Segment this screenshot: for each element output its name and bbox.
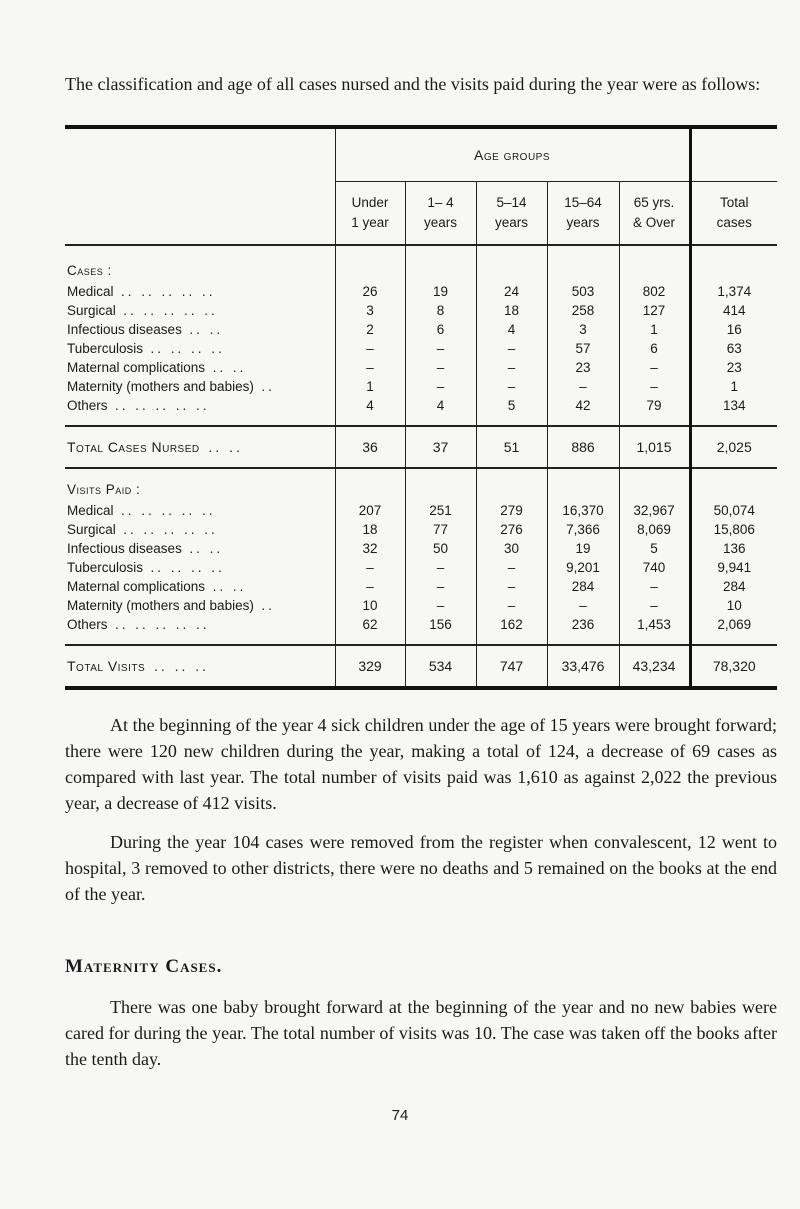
value-cell: 4 [335,396,405,415]
value-cell: 886 [547,426,619,468]
table-row [65,615,777,634]
value-cell: – [476,558,547,577]
leader-dots: .. [261,379,275,394]
value-cell: 1 [619,320,690,339]
column-header: 5–14 years [476,182,547,246]
table-row [65,301,777,320]
paragraph-removals: During the year 104 cases were removed from the register when convalescent, 12 went to hospital, 3 removed to other districts, there were no deaths and 5 remained on the books at the end of the year. [65,832,777,904]
leader-dots: .. [261,598,275,613]
row-label: Others [67,617,108,632]
leader-dots: .. .. .. .. .. [123,303,218,318]
value-cell: – [335,577,405,596]
value-cell: – [335,358,405,377]
table-row [65,426,777,468]
leader-dots: .. .. .. .. [150,341,225,356]
row-label: Maternity (mothers and babies) [67,598,254,613]
value-cell: 57 [547,339,619,358]
leader-dots: .. .. .. .. .. [121,284,216,299]
value-cell: 8,069 [619,520,690,539]
value-cell: – [476,339,547,358]
intro-paragraph: The classification and age of all cases nursed and the visits paid during the year were as follows: [65,74,761,94]
leader-dots: .. .. [212,360,247,375]
total-cell: 136 [690,539,777,558]
statistics-table [65,125,777,690]
row-label: Total Visits [67,658,146,674]
value-cell: 207 [335,501,405,520]
value-cell: 4 [476,320,547,339]
table-row [65,320,777,339]
value-cell: – [405,558,476,577]
row-label: Infectious diseases [67,541,182,556]
value-cell: 251 [405,501,476,520]
value-cell: 24 [476,282,547,301]
value-cell: 3 [335,301,405,320]
value-cell: 236 [547,615,619,634]
total-cell: 78,320 [690,645,777,688]
cases-section-heading: Cases : [67,263,112,278]
value-cell: 5 [476,396,547,415]
total-column-header: Total cases [690,182,777,246]
table-row [65,396,777,415]
value-cell: 802 [619,282,690,301]
row-label: Surgical [67,303,116,318]
value-cell: – [335,339,405,358]
total-cell: 9,941 [690,558,777,577]
value-cell: 156 [405,615,476,634]
table-row [65,358,777,377]
total-cell: 414 [690,301,777,320]
value-cell: 2 [335,320,405,339]
column-header: 15–64 years [547,182,619,246]
value-cell: 1 [335,377,405,396]
age-groups-header: Age groups [335,129,690,182]
value-cell: – [405,339,476,358]
value-cell: 32 [335,539,405,558]
value-cell: – [476,596,547,615]
value-cell: 37 [405,426,476,468]
visits-section-heading: Visits Paid : [67,482,141,497]
column-header: 65 yrs. & Over [619,182,690,246]
total-cell: 134 [690,396,777,415]
value-cell: 4 [405,396,476,415]
total-cell: 10 [690,596,777,615]
value-cell: – [405,377,476,396]
column-header: Under 1 year [335,182,405,246]
value-cell: 276 [476,520,547,539]
leader-dots: .. .. .. [153,658,210,674]
value-cell: 51 [476,426,547,468]
value-cell: 127 [619,301,690,320]
table-row [65,339,777,358]
total-cell: 16 [690,320,777,339]
value-cell: 10 [335,596,405,615]
value-cell: – [547,596,619,615]
value-cell: 43,234 [619,645,690,688]
leader-dots: .. .. .. .. .. [123,522,218,537]
value-cell: – [476,577,547,596]
leader-dots: .. .. .. .. .. [115,398,210,413]
table-row [65,377,777,396]
row-label: Tuberculosis [67,560,144,575]
value-cell: 534 [405,645,476,688]
value-cell: 7,366 [547,520,619,539]
value-cell: 50 [405,539,476,558]
row-label: Total Cases Nursed [67,439,200,455]
total-cell: 2,025 [690,426,777,468]
row-label: Maternity (mothers and babies) [67,379,254,394]
value-cell: – [619,358,690,377]
leader-dots: .. .. [212,579,247,594]
value-cell: 279 [476,501,547,520]
value-cell: – [547,377,619,396]
paragraph-children-summary: At the beginning of the year 4 sick children under the age of 15 years were brought forward; there were 120 new children during the year, making a total of 124, a decrease of 69 cases as compared with last year. The total number of visits paid was 1,610 as against 2,022 the previous year, a decrease of 412 visits. [65,715,777,813]
total-cell: 1,374 [690,282,777,301]
maternity-cases-heading: Maternity Cases. [65,956,223,977]
value-cell: 740 [619,558,690,577]
value-cell: 33,476 [547,645,619,688]
table-row [65,520,777,539]
table-row [65,539,777,558]
row-label: Medical [67,503,114,518]
table-row [65,645,777,688]
row-label: Medical [67,284,114,299]
value-cell: – [619,596,690,615]
value-cell: 19 [405,282,476,301]
value-cell: 6 [619,339,690,358]
value-cell: 5 [619,539,690,558]
value-cell: 36 [335,426,405,468]
value-cell: 16,370 [547,501,619,520]
leader-dots: .. .. .. .. .. [115,617,210,632]
value-cell: 8 [405,301,476,320]
total-cell: 15,806 [690,520,777,539]
page-number: 74 [391,1107,409,1124]
table-row [65,282,777,301]
value-cell: – [619,577,690,596]
value-cell: 77 [405,520,476,539]
value-cell: 19 [547,539,619,558]
value-cell: 32,967 [619,501,690,520]
row-label: Tuberculosis [67,341,144,356]
table-row [65,577,777,596]
value-cell: 503 [547,282,619,301]
value-cell: 1,453 [619,615,690,634]
value-cell: 18 [335,520,405,539]
total-cell: 1 [690,377,777,396]
total-cell: 284 [690,577,777,596]
leader-dots: .. .. .. .. .. [121,503,216,518]
value-cell: 258 [547,301,619,320]
value-cell: 79 [619,396,690,415]
value-cell: 30 [476,539,547,558]
leader-dots: .. .. .. .. [150,560,225,575]
value-cell: 23 [547,358,619,377]
row-label: Maternal complications [67,360,206,375]
value-cell: 18 [476,301,547,320]
value-cell: – [405,358,476,377]
leader-dots: .. .. [189,322,224,337]
value-cell: 26 [335,282,405,301]
value-cell: – [405,596,476,615]
row-label: Surgical [67,522,116,537]
table-row [65,558,777,577]
value-cell: 329 [335,645,405,688]
value-cell: 9,201 [547,558,619,577]
value-cell: 42 [547,396,619,415]
column-header: 1– 4 years [405,182,476,246]
row-label: Maternal complications [67,579,206,594]
leader-dots: .. .. [189,541,224,556]
value-cell: 62 [335,615,405,634]
value-cell: 747 [476,645,547,688]
value-cell: 3 [547,320,619,339]
value-cell: 1,015 [619,426,690,468]
value-cell: – [476,358,547,377]
leader-dots: .. .. [208,439,243,455]
value-cell: – [476,377,547,396]
total-cell: 50,074 [690,501,777,520]
value-cell: – [619,377,690,396]
row-label: Others [67,398,108,413]
table-row [65,596,777,615]
paragraph-maternity: There was one baby brought forward at the beginning of the year and no new babies were cared for during the year. The total number of visits was 10. The case was taken off the books after the tenth day. [65,997,777,1069]
value-cell: – [335,558,405,577]
total-cell: 2,069 [690,615,777,634]
value-cell: – [405,577,476,596]
total-cell: 23 [690,358,777,377]
row-label: Infectious diseases [67,322,182,337]
total-cell: 63 [690,339,777,358]
value-cell: 284 [547,577,619,596]
value-cell: 162 [476,615,547,634]
value-cell: 6 [405,320,476,339]
table-row [65,501,777,520]
